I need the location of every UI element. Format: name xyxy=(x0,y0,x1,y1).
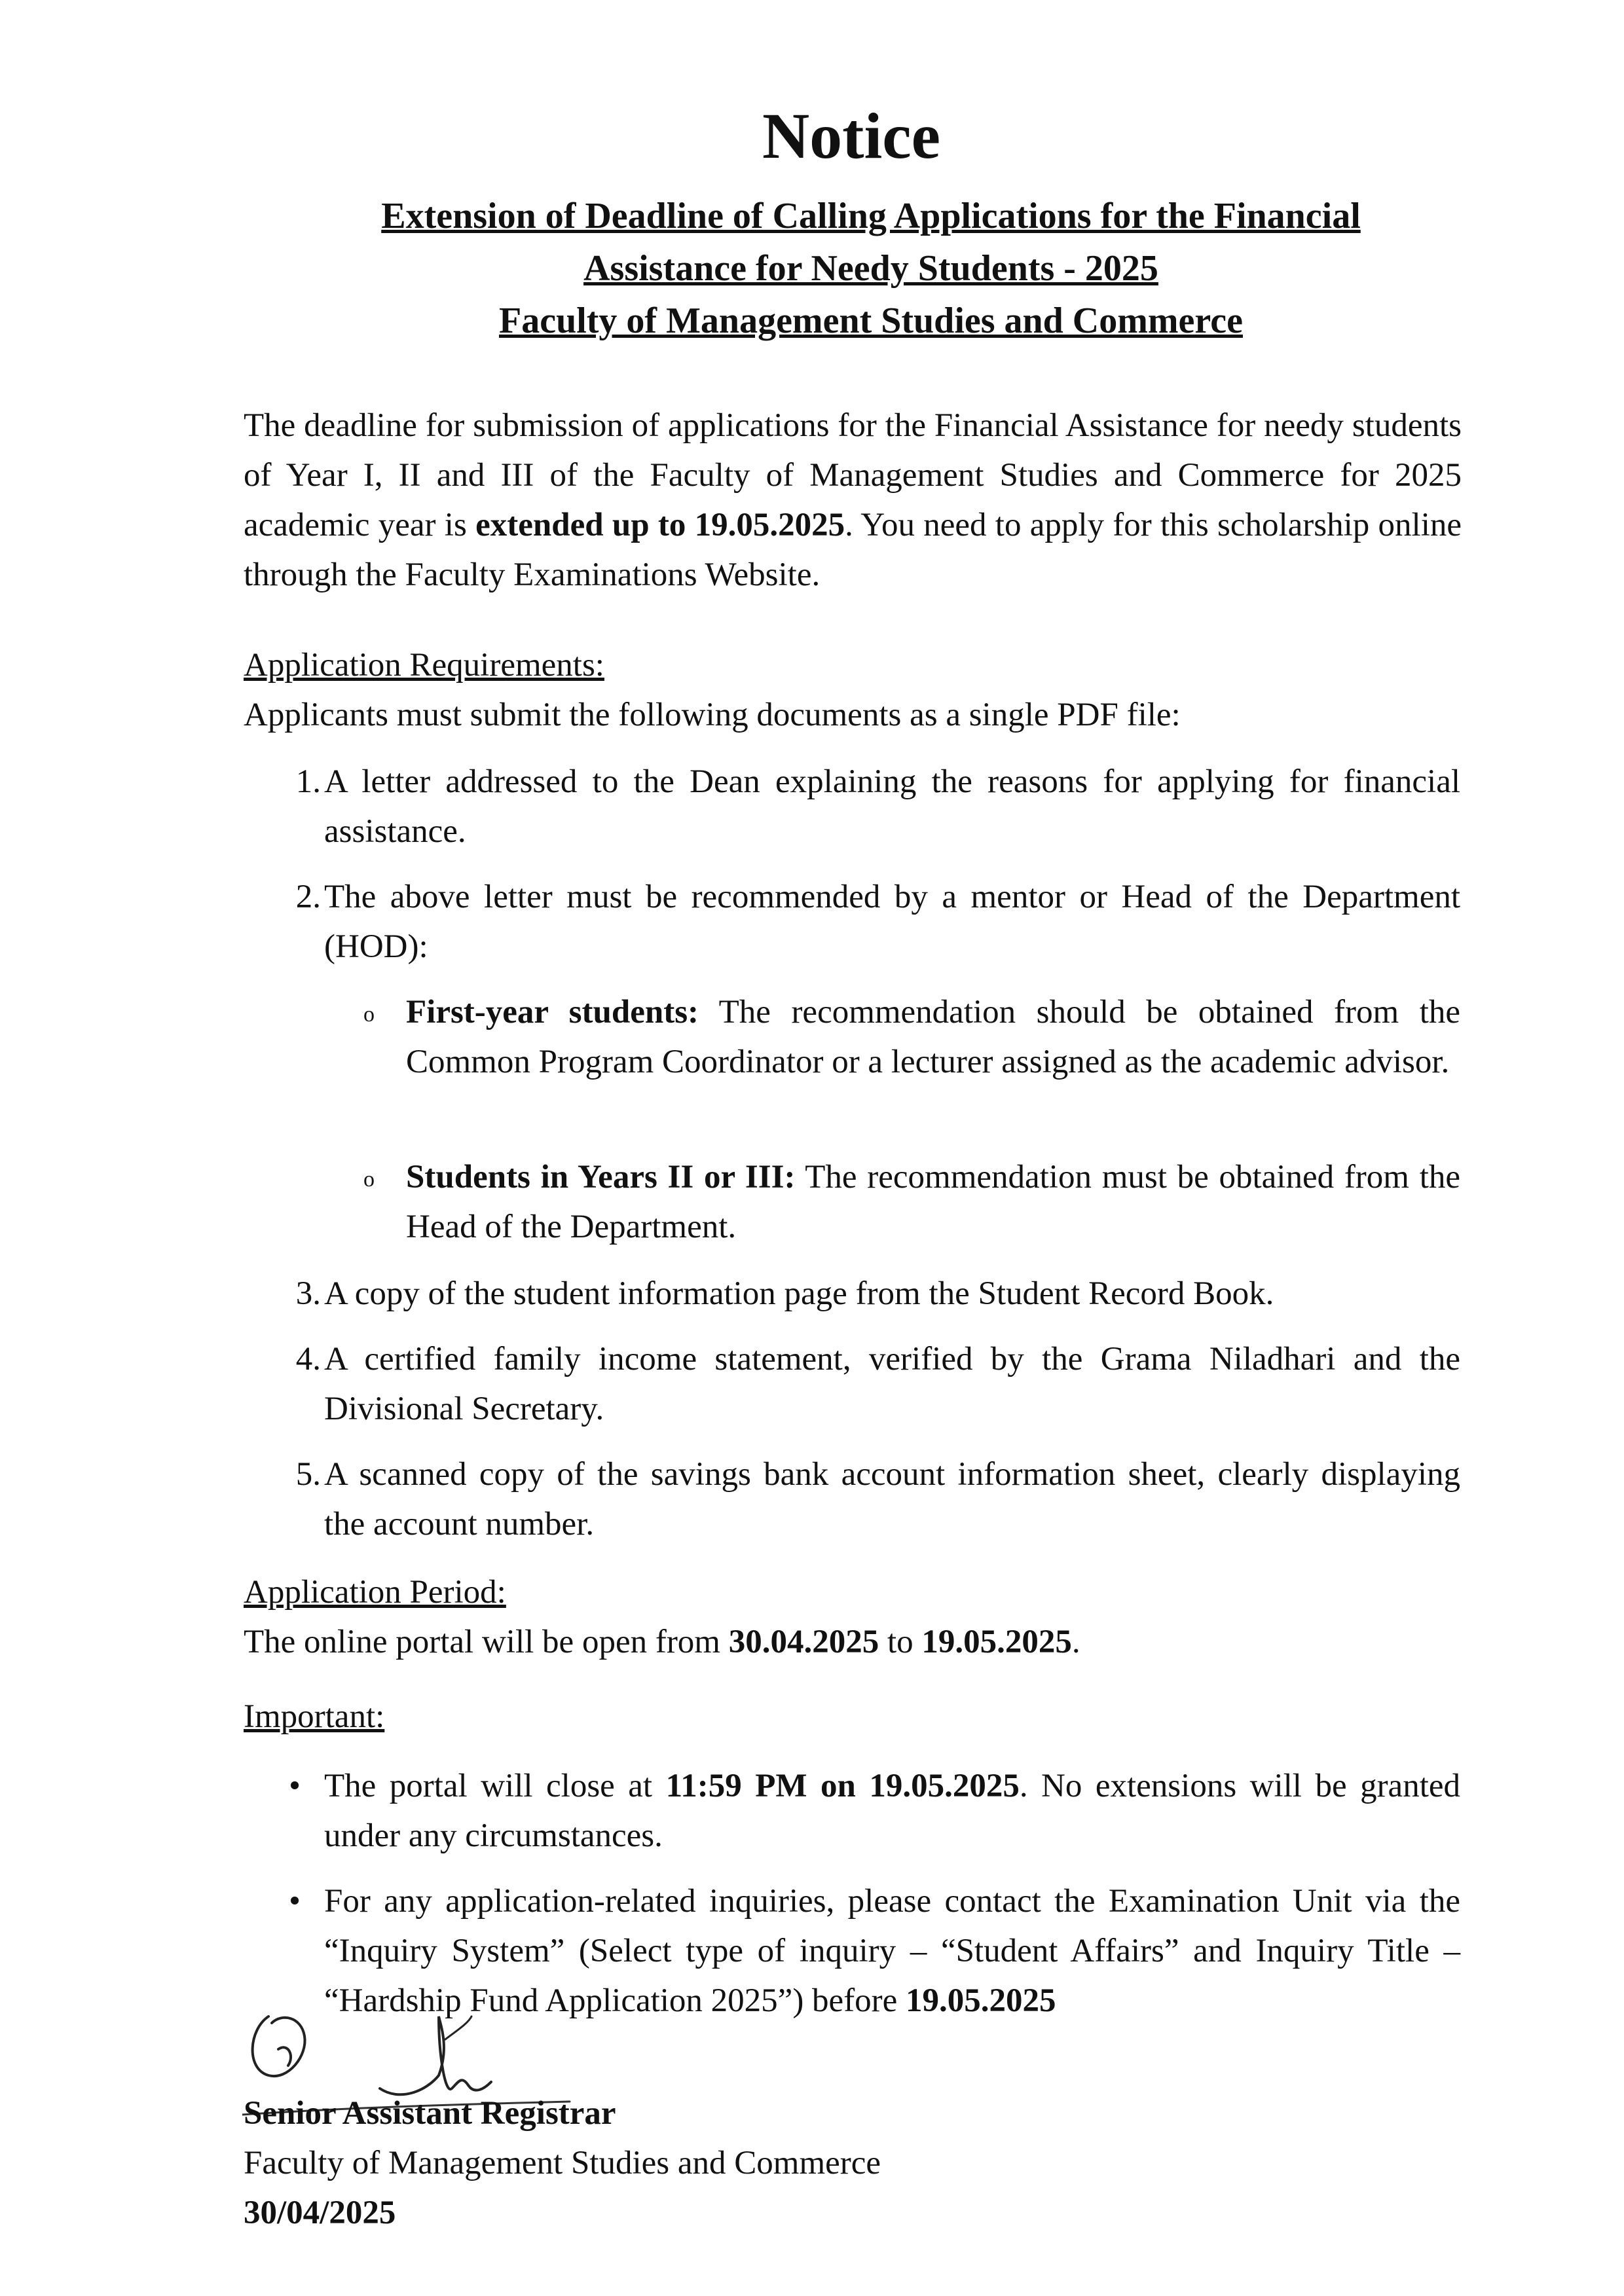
requirement-item: 1. A letter addressed to the Dean explaining the reasons for applying for financial assistance. xyxy=(295,763,1460,850)
important-bullet: • For any application-related inquiries, please contact the Examination Unit via the “Inquiry System” (Select type of inquiry – “Student Affairs” and Inquiry Title – “Hardship Fund Application 2025”) before 19.05.2025 xyxy=(289,1883,1460,2019)
recommendation-sub-item: o First-year students: The recommendation should be obtained from the Common Program Coordinator or a lecturer assigned as the academic advisor. xyxy=(363,994,1461,1080)
subtitle-line: Extension of Deadline of Calling Applications for the Financial xyxy=(381,196,1361,236)
subtitle-line: Assistance for Needy Students - 2025 xyxy=(583,248,1158,289)
signatory-title: Senior Assistant Registrar xyxy=(244,2095,616,2132)
requirements-heading: Application Requirements: xyxy=(244,647,604,683)
important-bullet: • The portal will close at 11:59 PM on 19.05.2025. No extensions will be granted under any circumstances. xyxy=(289,1768,1460,1854)
requirement-item: 4. A certified family income statement, verified by the Grama Niladhari and the Divisional Secretary. xyxy=(295,1341,1460,1427)
requirement-item: 2. The above letter must be recommended by a mentor or Head of the Department (HOD): xyxy=(295,879,1460,965)
notice-title: Notice xyxy=(762,100,941,172)
requirement-item: 3. A copy of the student information page from the Student Record Book. xyxy=(295,1275,1274,1312)
requirements-lead: Applicants must submit the following documents as a single PDF file: xyxy=(244,697,1181,733)
period-heading: Application Period: xyxy=(244,1574,506,1611)
notice-date: 30/04/2025 xyxy=(244,2195,396,2231)
intro-paragraph: The deadline for submission of applications for the Financial Assistance for needy students of Year I, II and III of the Faculty of Management Studies and Commerce for 2025 academic year is extended up to 19.05.2025. You need to apply for this scholarship online through the Faculty Examinations Website. xyxy=(244,407,1462,593)
period-text: The online portal will be open from 30.04.2025 to 19.05.2025. xyxy=(244,1624,1080,1660)
requirement-item: 5. A scanned copy of the savings bank account information sheet, clearly displaying the account number. xyxy=(295,1456,1460,1542)
notice-subtitle xyxy=(249,190,1493,347)
important-heading: Important: xyxy=(244,1698,385,1735)
signatory-faculty: Faculty of Management Studies and Commerce xyxy=(244,2145,881,2181)
subtitle-line: Faculty of Management Studies and Commerce xyxy=(499,301,1243,341)
recommendation-sub-item: o Students in Years II or III: The recommendation must be obtained from the Head of the Department. xyxy=(363,1159,1460,1245)
